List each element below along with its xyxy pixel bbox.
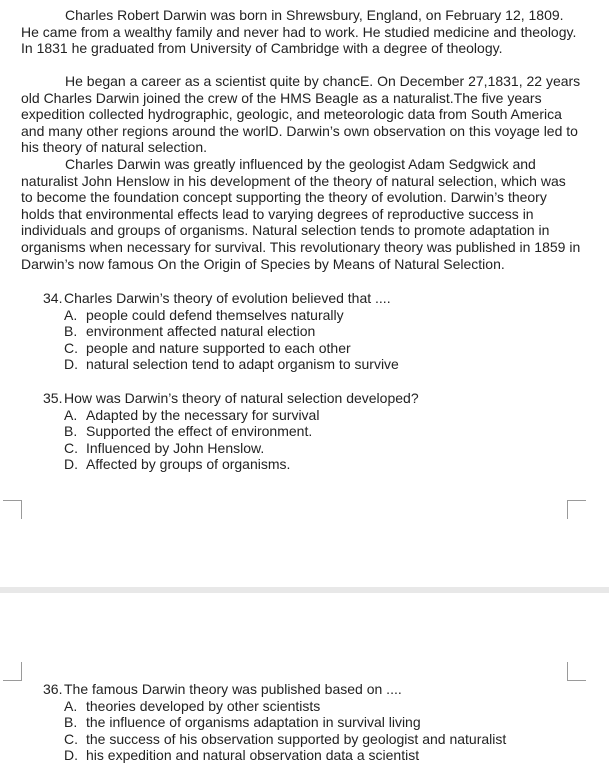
passage-paragraph-3: Charles Darwin was greatly influenced by the geologist Adam Sedgwick and naturalist John Henslow in his development of the theory of natural selection, which was to become the foundation concept supporting the theory of evolution. Darwin’s theory holds that environmental effects lead to varying degrees of reproductive success in individuals and groups of organisms. Natural selection tends to promote adaptation in organisms when necessary for survival. This revolutionary theory was published in 1859 in Darwin’s now famous On the Origin of Species by Means of Natural Selection. [21,156,581,272]
answer-option-c [43,340,573,357]
question-stem [43,681,573,698]
answer-option-b [43,323,573,340]
question-text: How was Darwin’s theory of natural selection developed? [64,390,419,406]
option-letter: D. [64,747,78,764]
option-text: people could defend themselves naturally [86,306,344,323]
answer-option-a [43,698,573,715]
option-letter: B. [64,323,78,340]
option-letter: D. [64,356,78,373]
option-text: theories developed by other scientists [86,697,321,714]
question-number: 36. [43,681,63,697]
answer-option-a [43,307,573,324]
answer-option-b [43,423,573,440]
answer-option-d [43,356,573,373]
page-corner-mark [3,662,22,681]
option-letter: B. [64,714,78,731]
option-text: Affected by groups of organisms. [86,456,291,473]
page-corner-mark [567,500,586,519]
option-letter: A. [64,406,78,423]
answer-option-c [43,731,573,748]
option-text: Supported the effect of environment. [86,423,313,440]
page-corner-mark [567,662,586,681]
option-letter: A. [64,306,78,323]
option-text: environment affected natural election [86,323,316,340]
option-letter: D. [64,456,78,473]
answer-option-d [43,456,573,473]
answer-option-d [43,747,573,764]
page-corner-mark [3,500,22,519]
passage-paragraph-2: He began a career as a scientist quite by chancE. On December 27,1831, 22 years old Charles Darwin joined the crew of the HMS Beagle as a naturalist.The five years expedition collected hydrographic, geologic, and meteorologic data from South America and many other regions around the worlD. Darwin’s own observation on this voyage led to his theory of natural selection. [21,73,581,156]
option-text: natural selection tend to adapt organism to survive [86,356,399,373]
question-stem [43,390,573,407]
option-letter: C. [64,439,78,456]
option-text: his expedition and natural observation data a scientist [86,747,420,764]
question-34 [43,290,573,373]
option-text: people and nature supported to each other [86,339,351,356]
option-text: Influenced by John Henslow. [86,439,265,456]
passage-paragraph-1: Charles Robert Darwin was born in Shrewsbury, England, on February 12, 1809. He came from a wealthy family and never had to work. He studied medicine and theology. In 1831 he graduated from University of Cambridge with a degree of theology. [21,7,577,57]
question-text: The famous Darwin theory was published based on .... [64,681,402,697]
question-number: 34. [43,290,63,306]
question-36 [43,681,573,764]
answer-option-b [43,714,573,731]
option-letter: C. [64,339,78,356]
option-letter: A. [64,697,78,714]
option-text: Adapted by the necessary for survival [86,406,320,423]
option-text: the success of his observation supported by geologist and naturalist [86,730,507,747]
option-text: the influence of organisms adaptation in survival living [86,714,421,731]
answer-option-c [43,440,573,457]
option-letter: B. [64,423,78,440]
question-text: Charles Darwin’s theory of evolution believed that .... [64,290,391,306]
answer-option-a [43,407,573,424]
question-stem [43,290,573,307]
question-35 [43,390,573,473]
question-number: 35. [43,390,63,406]
option-letter: C. [64,730,78,747]
